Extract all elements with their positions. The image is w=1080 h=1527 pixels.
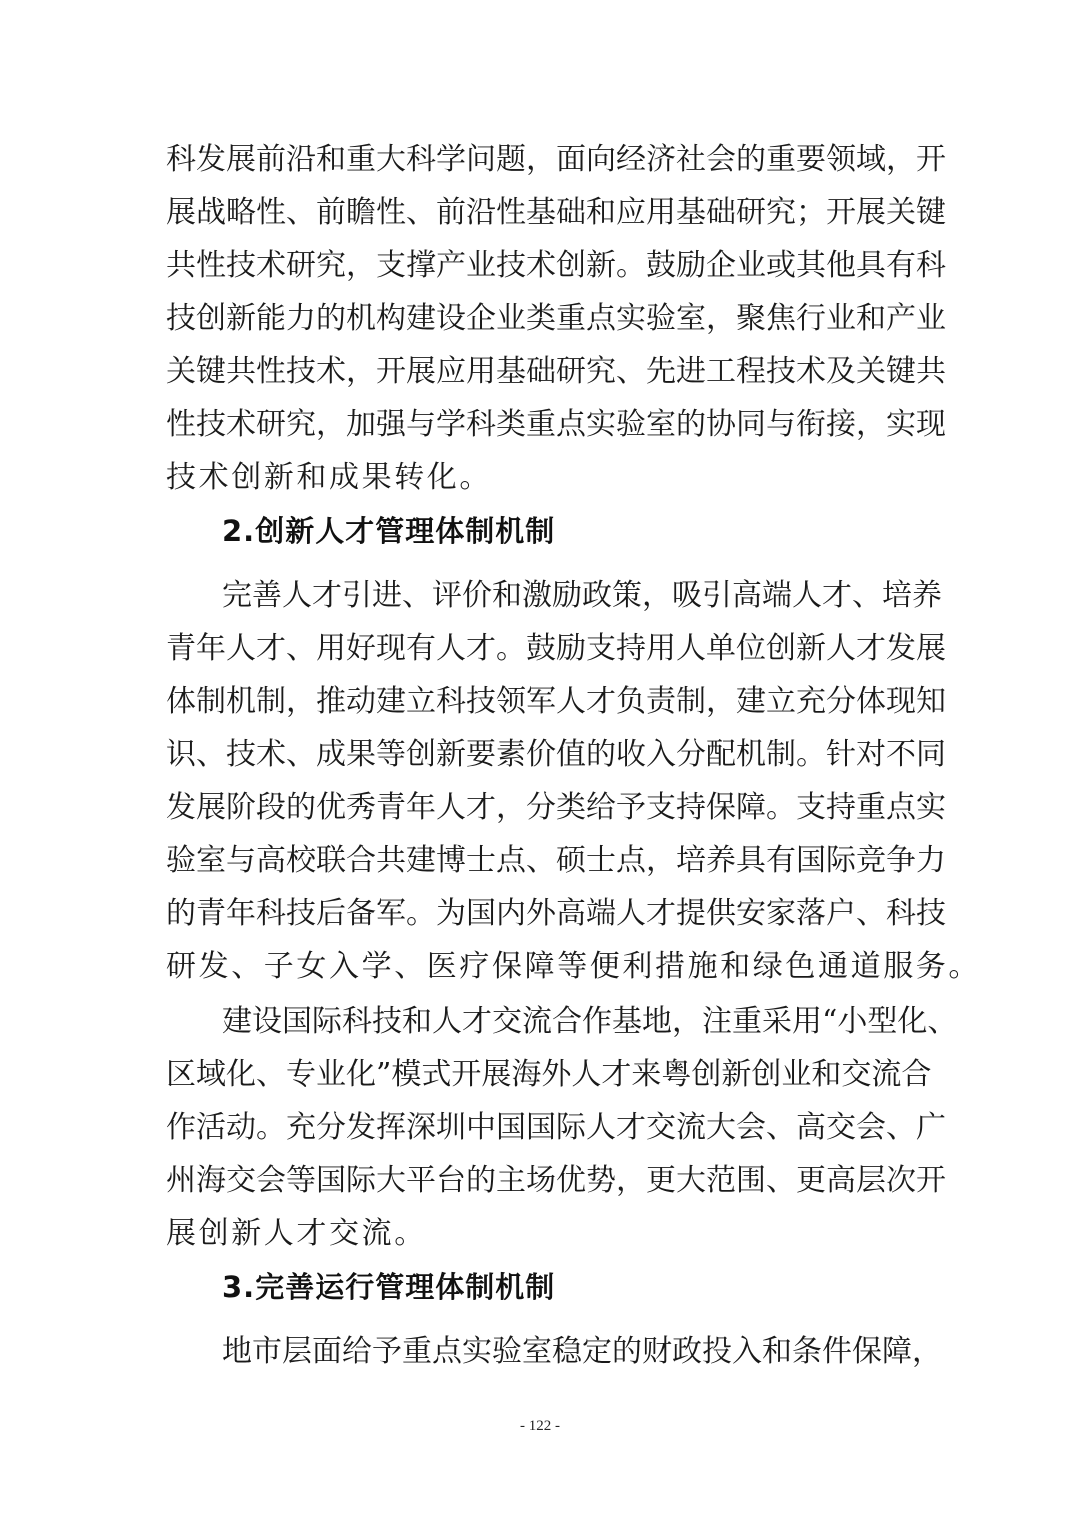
paragraph-1-line-2: 展战略性、前瞻性、前沿性基础和应用基础研究；开展关键	[166, 195, 946, 230]
paragraph-2-line-2: 青年人才、用好现有人才。鼓励支持用人单位创新人才发展	[166, 631, 946, 666]
paragraph-2-line-6: 验室与高校联合共建博士点、硕士点，培养具有国际竞争力	[166, 843, 946, 878]
paragraph-1-line-6: 性技术研究，加强与学科类重点实验室的协同与衔接，实现	[166, 407, 946, 442]
paragraph-2-line-1: 完善人才引进、评价和激励政策，吸引高端人才、培养	[222, 578, 942, 613]
paragraph-1-line-7: 技术创新和成果转化。	[166, 460, 492, 495]
paragraph-3-line-5: 展创新人才交流。	[166, 1216, 427, 1251]
section-heading-2: 2.创新人才管理体制机制	[222, 514, 556, 548]
paragraph-2-line-8: 研发、子女入学、医疗保障等便利措施和绿色通道服务。	[166, 949, 981, 984]
page-number: - 122 -	[520, 1418, 560, 1434]
paragraph-1-line-1: 科发展前沿和重大科学问题，面向经济社会的重要领域，开	[166, 142, 946, 177]
paragraph-2-line-3: 体制机制，推动建立科技领军人才负责制，建立充分体现知	[166, 684, 946, 719]
paragraph-1-line-4: 技创新能力的机构建设企业类重点实验室，聚焦行业和产业	[166, 301, 946, 336]
paragraph-1-line-3: 共性技术研究，支撑产业技术创新。鼓励企业或其他具有科	[166, 248, 946, 283]
paragraph-3-line-1: 建设国际科技和人才交流合作基地，注重采用“小型化、	[222, 1004, 958, 1039]
paragraph-3-line-2: 区域化、专业化”模式开展海外人才来粤创新创业和交流合	[166, 1057, 932, 1092]
section-heading-3: 3.完善运行管理体制机制	[222, 1270, 556, 1304]
paragraph-3-line-3: 作活动。充分发挥深圳中国国际人才交流大会、高交会、广	[166, 1110, 946, 1145]
paragraph-3-line-4: 州海交会等国际大平台的主场优势，更大范围、更高层次开	[166, 1163, 946, 1198]
paragraph-4-line-1: 地市层面给予重点实验室稳定的财政投入和条件保障，	[222, 1334, 942, 1369]
paragraph-2-line-4: 识、技术、成果等创新要素价值的收入分配机制。针对不同	[166, 737, 946, 772]
paragraph-2-line-7: 的青年科技后备军。为国内外高端人才提供安家落户、科技	[166, 896, 946, 931]
paragraph-2-line-5: 发展阶段的优秀青年人才，分类给予支持保障。支持重点实	[166, 790, 946, 825]
paragraph-1-line-5: 关键共性技术，开展应用基础研究、先进工程技术及关键共	[166, 354, 946, 389]
